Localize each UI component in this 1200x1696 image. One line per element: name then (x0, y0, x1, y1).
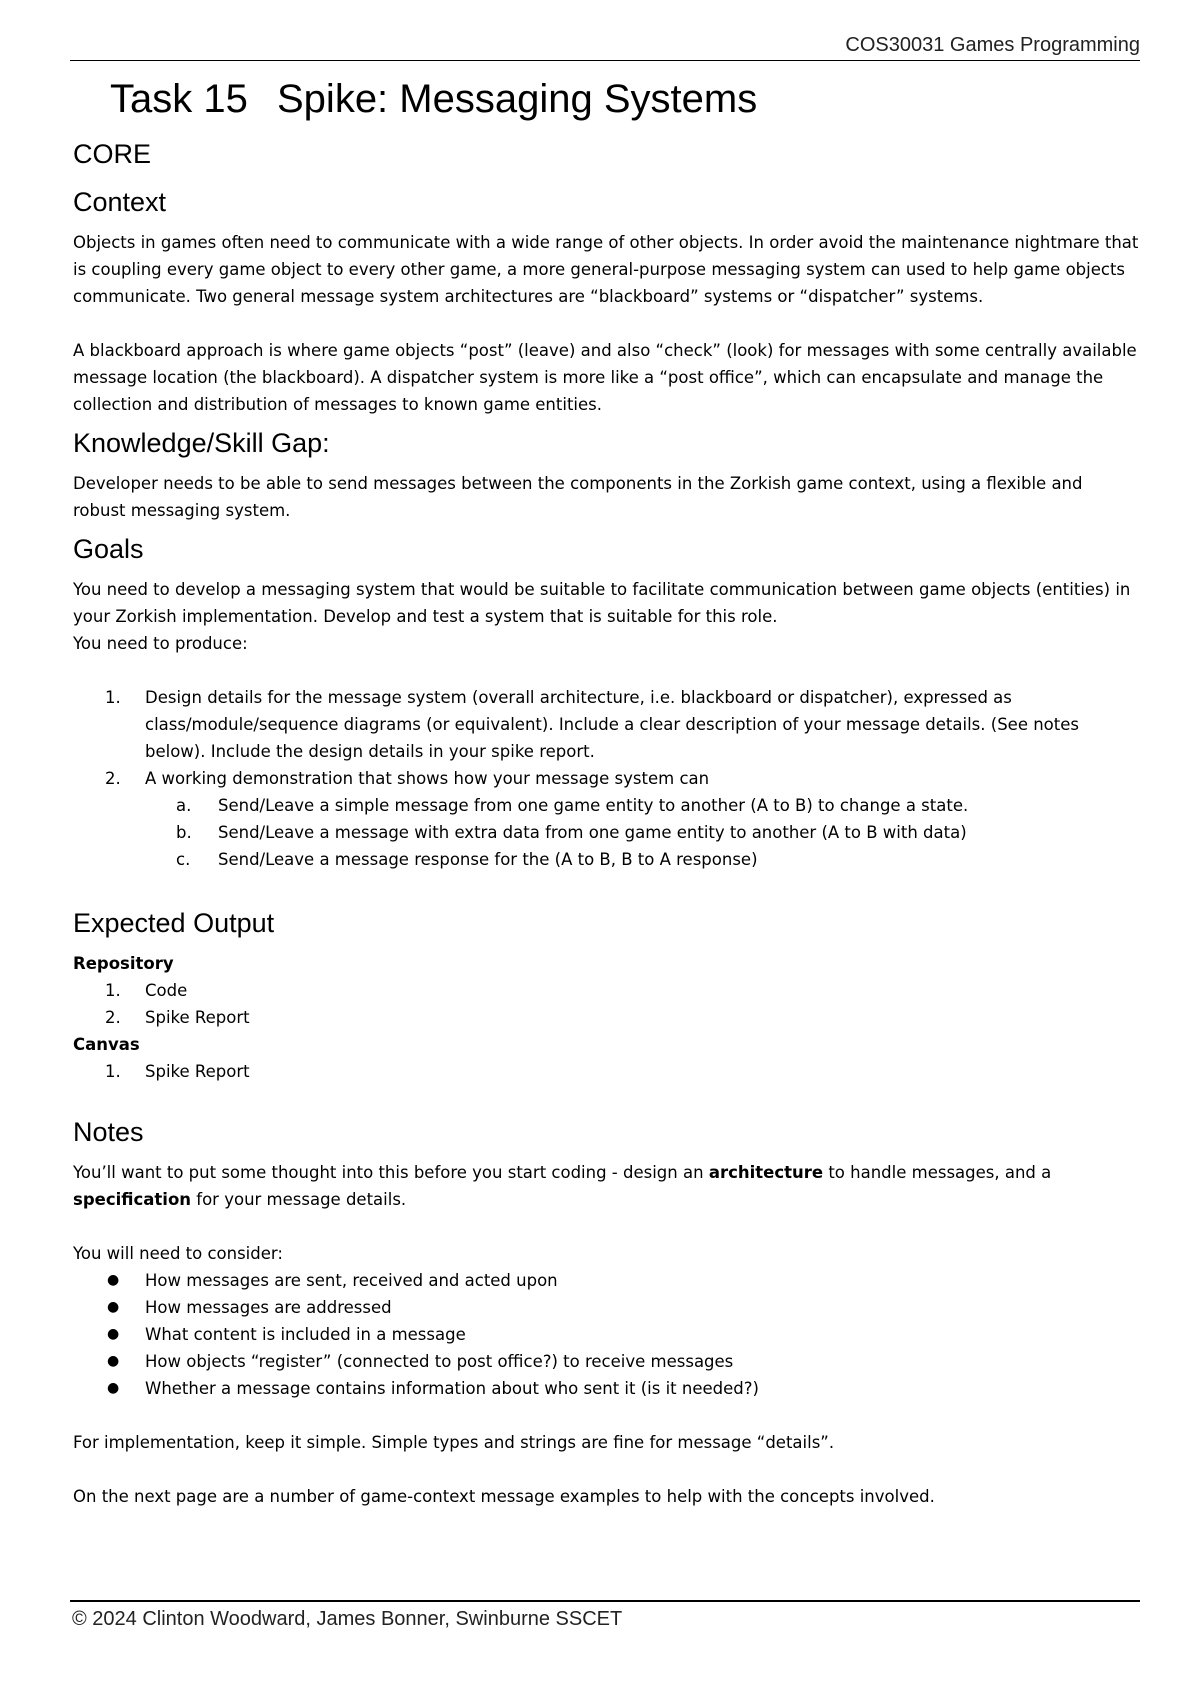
repository-label: Repository (73, 954, 174, 973)
list-item: 1. Code (105, 981, 188, 1000)
bullet-item: ● What content is included in a message (73, 1321, 1140, 1348)
footer-rule (70, 1600, 1140, 1602)
bullet-icon: ● (107, 1299, 120, 1315)
bullet-item: ● How messages are sent, received and acted upon (73, 1267, 1140, 1294)
consider-text: You will need to consider: (73, 1244, 283, 1263)
bullet-icon: ● (107, 1326, 120, 1342)
document-content (73, 72, 1140, 1510)
context-paragraph-2: A blackboard approach is where game objects “post” (leave) and also “check” (look) for messages with some centrally available message location (the blackboard). A dispatcher system is more like a “post office”, which can encapsulate and manage the collection and distribution of messages to known game entities. (73, 341, 1137, 414)
goals-heading: Goals (73, 534, 144, 564)
bullet-icon: ● (107, 1380, 120, 1396)
course-header: COS30031 Games Programming (845, 34, 1140, 56)
core-heading: CORE (73, 139, 152, 169)
bullet-item: ● How messages are addressed (73, 1294, 1140, 1321)
bullet-icon: ● (107, 1353, 120, 1369)
bullet-icon: ● (107, 1272, 120, 1288)
canvas-list (73, 1058, 1140, 1085)
header-rule (70, 60, 1140, 61)
repository-list (73, 977, 1140, 1031)
sub-list-item: c. Send/Leave a message response for the (A to B, B to A response) (176, 850, 758, 869)
notes-paragraph-1: You’ll want to put some thought into this before you start coding - design an architecture to handle messages, and a specification for your message details. (73, 1163, 1052, 1209)
goals-paragraph-1: You need to develop a messaging system that would be suitable to facilitate communication between game objects (entities) in your Zorkish implementation. Develop and test a system that is suitable for this role. (73, 580, 1131, 626)
sub-list-item: a. Send/Leave a simple message from one game entity to another (A to B) to change a state. (176, 796, 969, 815)
knowledge-paragraph: Developer needs to be able to send messages between the components in the Zorkish game context, using a flexible and robust messaging system. (73, 474, 1083, 520)
page-title (110, 72, 1140, 126)
knowledge-heading: Knowledge/Skill Gap: (73, 428, 330, 458)
list-item: 2. Spike Report (105, 1008, 250, 1027)
task-name: Spike: Messaging Systems (277, 77, 758, 121)
context-heading: Context (73, 187, 167, 217)
list-item: 2. A working demonstration that shows how your message system can (105, 769, 710, 788)
notes-heading: Notes (73, 1117, 144, 1147)
list-item: 1. Spike Report (105, 1062, 250, 1081)
consider-list (73, 1267, 1140, 1402)
implementation-note: For implementation, keep it simple. Simple types and strings are fine for message “details”. (73, 1433, 835, 1452)
copyright-footer: © 2024 Clinton Woodward, James Bonner, Swinburne SSCET (72, 1608, 623, 1630)
task-number: Task 15 (110, 77, 248, 121)
bullet-item: ● How objects “register” (connected to post office?) to receive messages (73, 1348, 1140, 1375)
expected-output-heading: Expected Output (73, 908, 275, 938)
sub-list-item: b. Send/Leave a message with extra data from one game entity to another (A to B with data) (176, 823, 967, 842)
canvas-label: Canvas (73, 1035, 140, 1054)
list-item: 1. Design details for the message system (overall architecture, i.e. blackboard or dispatcher), expressed as class/module/sequence diagrams (or equivalent). Include a clear description of your message details. (See notes below). Include the design details in your spike report. (105, 688, 1079, 761)
next-page-note: On the next page are a number of game-context message examples to help with the concepts involved. (73, 1487, 935, 1506)
context-paragraph-1: Objects in games often need to communicate with a wide range of other objects. In order avoid the maintenance nightmare that is coupling every game object to every other game, a more general-purpose messaging system can used to help game objects communicate. Two general message system architectures are “blackboard” systems or “dispatcher” systems. (73, 233, 1139, 306)
bullet-item: ● Whether a message contains information about who sent it (is it needed?) (73, 1375, 1140, 1402)
goals-list (73, 684, 1140, 873)
goals-paragraph-2: You need to produce: (73, 634, 248, 653)
